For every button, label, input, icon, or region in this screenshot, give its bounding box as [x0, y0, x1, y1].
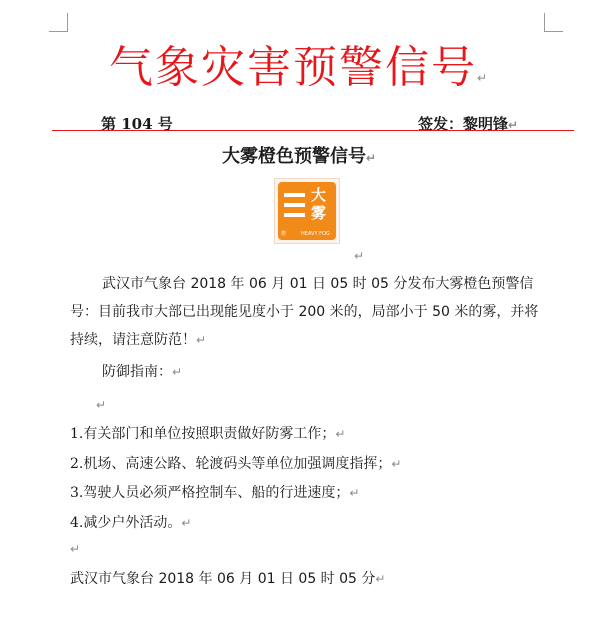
paragraph-mark-icon: ↵: [196, 333, 207, 347]
list-item: 3.驾驶人员必须严格控制车、船的行进速度；↵: [70, 485, 360, 501]
paragraph-mark-icon: ↵: [375, 572, 386, 586]
list-item: 1.有关部门和单位按照职责做好防雾工作；↵: [70, 426, 346, 442]
document-number: 第 104 号: [101, 115, 173, 133]
page-title: 气象灾害预警信号↵: [108, 42, 490, 93]
paragraph-mark-icon: ↵: [181, 515, 192, 530]
paragraph-mark-icon: ↵: [335, 427, 346, 441]
paragraph-mark-icon: ↵: [391, 456, 402, 471]
guide-list: [70, 420, 401, 538]
paragraph-mark-icon: ↵: [354, 249, 365, 263]
paragraph-mark-icon: ↵: [96, 398, 107, 412]
guide-heading: 防御指南：↵: [102, 364, 183, 380]
red-divider-rule: [52, 130, 574, 131]
page-corner-mark-top-right: [544, 13, 563, 32]
paragraph-mark-icon: ↵: [172, 365, 183, 379]
issue-footer: 武汉市气象台 2018 年 06 月 01 日 05 时 05 分↵: [70, 571, 386, 587]
icon-english-label: HEAVY FOG: [301, 231, 330, 237]
paragraph-mark-icon: ↵: [70, 542, 81, 556]
fog-line-icon: [284, 193, 305, 197]
paragraph-mark-icon: ↵: [476, 71, 490, 85]
warning-subtitle: 大雾橙色预警信号↵: [221, 146, 377, 167]
list-item: 2.机场、高速公路、轮渡码头等单位加强调度指挥；↵: [70, 455, 402, 472]
fog-line-icon: [284, 203, 305, 207]
icon-char-fog: 雾: [311, 204, 327, 222]
icon-char-big: 大: [311, 186, 327, 204]
list-item: 4.减少户外活动。↵: [70, 514, 192, 531]
heavy-fog-orange-icon: [274, 178, 340, 244]
warning-paragraph: 武汉市气象台 2018 年 06 月 01 日 05 时 05 分发布大雾橙色预警信号：目前我市大部已出现能见度小于 200 米的，局部小于 50 米的雾，并将持续，请注意防范！↵: [70, 276, 539, 348]
icon-small-label: 橙: [281, 231, 287, 237]
signer: 签发：黎明锋↵: [418, 115, 519, 133]
paragraph-mark-icon: ↵: [508, 118, 519, 132]
page-corner-mark-top-left: [49, 13, 68, 32]
paragraph-mark-icon: ↵: [349, 486, 360, 500]
paragraph-mark-icon: ↵: [365, 151, 377, 165]
fog-line-icon: [284, 213, 305, 217]
